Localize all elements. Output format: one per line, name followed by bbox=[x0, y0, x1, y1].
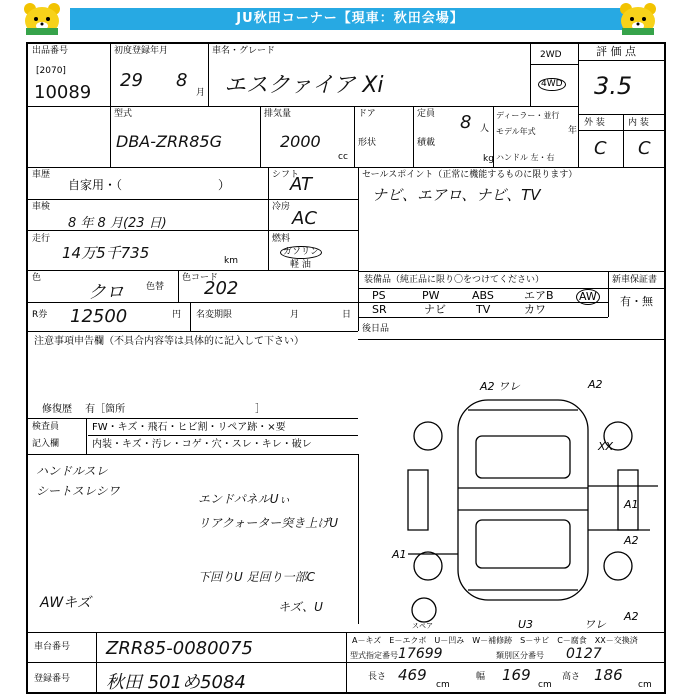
lot-sub: [2070] bbox=[36, 66, 66, 76]
equip-abs: ABS bbox=[472, 289, 494, 302]
diagram-mark-rear-a2: A2 bbox=[624, 610, 639, 623]
inspection-value: 8 年 8 月(23 日) bbox=[68, 216, 167, 231]
name-change-month: 月 bbox=[290, 310, 300, 320]
selling-label: セールスポイント（正常に機能するものに限ります） bbox=[362, 170, 578, 180]
mileage-unit: km bbox=[224, 256, 238, 266]
chassis-label: 車台番号 bbox=[34, 642, 71, 652]
use-label: 車歴 bbox=[32, 170, 51, 180]
equip-pw: PW bbox=[422, 289, 440, 302]
class-label: 類別区分番号 bbox=[496, 651, 544, 660]
type-value: DBA-ZRR85G bbox=[116, 132, 222, 151]
handle-label: ハンドル 左・右 bbox=[496, 153, 555, 162]
warranty-label: 新車保証書 bbox=[612, 275, 658, 285]
diagram-mark-front-right: A2 bbox=[588, 378, 603, 391]
recycle-unit: 円 bbox=[172, 310, 182, 320]
score-value: 3.5 bbox=[594, 72, 633, 100]
width-label: 幅 bbox=[476, 672, 486, 682]
width-unit: cm bbox=[538, 680, 552, 690]
length-value: 469 bbox=[398, 666, 427, 684]
ac-label: 冷房 bbox=[272, 202, 291, 212]
note-handle: ハンドルスレ bbox=[36, 464, 108, 478]
fuel-diesel: 軽 油 bbox=[290, 260, 311, 270]
equip-aw: AW bbox=[576, 289, 600, 305]
repair-label: 修復歴 有［箇所 ］ bbox=[42, 404, 266, 415]
inspection-label: 車検 bbox=[32, 202, 51, 212]
note-scratch: キズ、U bbox=[278, 600, 323, 614]
diagram-mark-right-a2: A2 bbox=[624, 534, 639, 547]
height-unit: cm bbox=[638, 680, 652, 690]
type-designation-value: 17699 bbox=[398, 646, 443, 662]
capacity-label: 定員 bbox=[417, 109, 436, 119]
shift-value: AT bbox=[290, 174, 312, 195]
length-unit: cm bbox=[436, 680, 450, 690]
name-change-label: 名変期限 bbox=[196, 310, 233, 320]
first-reg-unit: 月 bbox=[196, 88, 206, 98]
aftermarket-label: 後日品 bbox=[362, 324, 390, 334]
auction-sheet bbox=[26, 42, 666, 694]
spare-tire-icon bbox=[412, 598, 436, 622]
header-title: JU秋田コーナー【現車：秋田会場】 bbox=[70, 8, 630, 30]
ext-label: 外 装 bbox=[584, 118, 605, 128]
first-reg-label: 初度登録年月 bbox=[114, 46, 169, 56]
diagram-spare-label: スペア bbox=[412, 622, 433, 630]
color-value: クロ bbox=[88, 282, 124, 303]
warranty-value: 有・無 bbox=[620, 295, 653, 308]
shape-label: 形状 bbox=[358, 138, 377, 148]
note-end-panel: エンドパネルUぃ bbox=[198, 492, 291, 506]
check-label: 検査員 bbox=[32, 422, 60, 432]
ext-grade: C bbox=[594, 138, 607, 159]
mileage-value: 14万5千735 bbox=[62, 244, 150, 262]
chassis-value: ZRR85-0080075 bbox=[106, 638, 253, 659]
ac-value: AC bbox=[292, 208, 317, 229]
selling-value: ナビ、エアロ、ナビ、TV bbox=[372, 186, 541, 204]
score-label: 評 価 点 bbox=[596, 45, 636, 58]
fuel-gas: ガソリン bbox=[280, 246, 322, 259]
height-value: 186 bbox=[594, 666, 623, 684]
diagram-mark-right-a1: A1 bbox=[624, 498, 639, 511]
fw-row: FW・キズ・飛石・ヒビ割・リペア跡・×要 bbox=[92, 422, 286, 433]
drive-4wd: 4WD bbox=[538, 78, 566, 91]
displacement-label: 排気量 bbox=[264, 109, 292, 119]
diagram-mark-xx: XX bbox=[598, 440, 614, 453]
header-banner bbox=[0, 0, 700, 40]
equip-tv: TV bbox=[476, 303, 491, 316]
name-change-day: 日 bbox=[342, 310, 352, 320]
note-under: 下回りU 足回り一部C bbox=[198, 570, 315, 584]
width-value: 169 bbox=[502, 666, 531, 684]
diagram-mark-left-a1: A1 bbox=[392, 548, 407, 561]
class-value: 0127 bbox=[566, 646, 602, 662]
lot-number: 10089 bbox=[34, 82, 92, 103]
load-unit: kg bbox=[483, 154, 494, 164]
use-value: 自家用・（ ） bbox=[68, 178, 231, 192]
mileage-label: 走行 bbox=[32, 234, 51, 244]
fuel-label: 燃料 bbox=[272, 234, 291, 244]
legend: A－キズ E－エクボ U－凹み W－補修跡 S－サビ C－腐食 XX－交換済 bbox=[352, 636, 638, 645]
int-label: 内 装 bbox=[628, 118, 649, 128]
notes-label: 注意事項申告欄（不具合内容等は具体的に記入して下さい） bbox=[34, 336, 304, 347]
recycle-value: 12500 bbox=[70, 306, 128, 327]
height-label: 高さ bbox=[562, 672, 581, 682]
equip-ps: PS bbox=[372, 289, 386, 302]
door-label: ドア bbox=[358, 109, 376, 119]
plate-label: 登録番号 bbox=[34, 674, 71, 684]
capacity-unit: 人 bbox=[480, 124, 490, 134]
note-seat: シートスレシワ bbox=[36, 484, 120, 498]
type-designation-label: 型式指定番号 bbox=[350, 651, 398, 660]
equip-navi: ナビ bbox=[424, 303, 446, 316]
note-aw: AWキズ bbox=[40, 595, 91, 611]
first-reg-year: 29 bbox=[120, 70, 143, 91]
color-code-value: 202 bbox=[204, 278, 239, 299]
drive-2wd: 2WD bbox=[540, 50, 562, 60]
diagram-mark-u3: U3 bbox=[518, 618, 534, 630]
equip-leather: カワ bbox=[524, 303, 546, 316]
model-year-unit: 年 bbox=[568, 126, 578, 136]
shift-label: シフト bbox=[272, 170, 300, 180]
color-code-label: 色コード bbox=[182, 273, 219, 283]
type-label: 型式 bbox=[114, 109, 133, 119]
car-diagram bbox=[388, 370, 658, 630]
lot-label: 出品番号 bbox=[32, 46, 69, 56]
first-reg-month: 8 bbox=[176, 70, 188, 91]
length-label: 長さ bbox=[368, 672, 387, 682]
plate-value: 秋田 501め5084 bbox=[106, 672, 246, 693]
color-change-label: 色替 bbox=[146, 282, 165, 292]
model-name: エスクァイア Xi bbox=[224, 73, 384, 98]
displacement-unit: cc bbox=[338, 152, 348, 162]
bear-mascot-icon bbox=[618, 2, 658, 36]
color-label: 色 bbox=[32, 273, 42, 283]
entry-label: 記入欄 bbox=[32, 439, 60, 449]
dealer-label: ディーラー・並行 bbox=[496, 111, 560, 120]
equip-sr: SR bbox=[372, 303, 387, 316]
recycle-label: R券 bbox=[32, 310, 48, 320]
diagram-mark-rear-crack: ワレ bbox=[584, 618, 606, 630]
int-grade: C bbox=[638, 138, 651, 159]
equip-label: 装備品（純正品に限り〇をつけてください） bbox=[364, 275, 545, 285]
note-quarter: リアクォーター突き上げU bbox=[198, 516, 339, 530]
diagram-mark-front-a2: A2 ワレ bbox=[480, 380, 521, 393]
equip-airbag: エアB bbox=[524, 289, 554, 302]
bear-mascot-icon bbox=[22, 2, 62, 36]
int-row: 内装・キズ・汚レ・コゲ・穴・スレ・キレ・破レ bbox=[92, 439, 312, 450]
load-label: 積載 bbox=[417, 138, 436, 148]
displacement-value: 2000 bbox=[280, 132, 321, 151]
model-label: 車名・グレード bbox=[212, 46, 276, 56]
model-year-label: モデル年式 bbox=[496, 127, 536, 136]
capacity-value: 8 bbox=[460, 112, 472, 133]
